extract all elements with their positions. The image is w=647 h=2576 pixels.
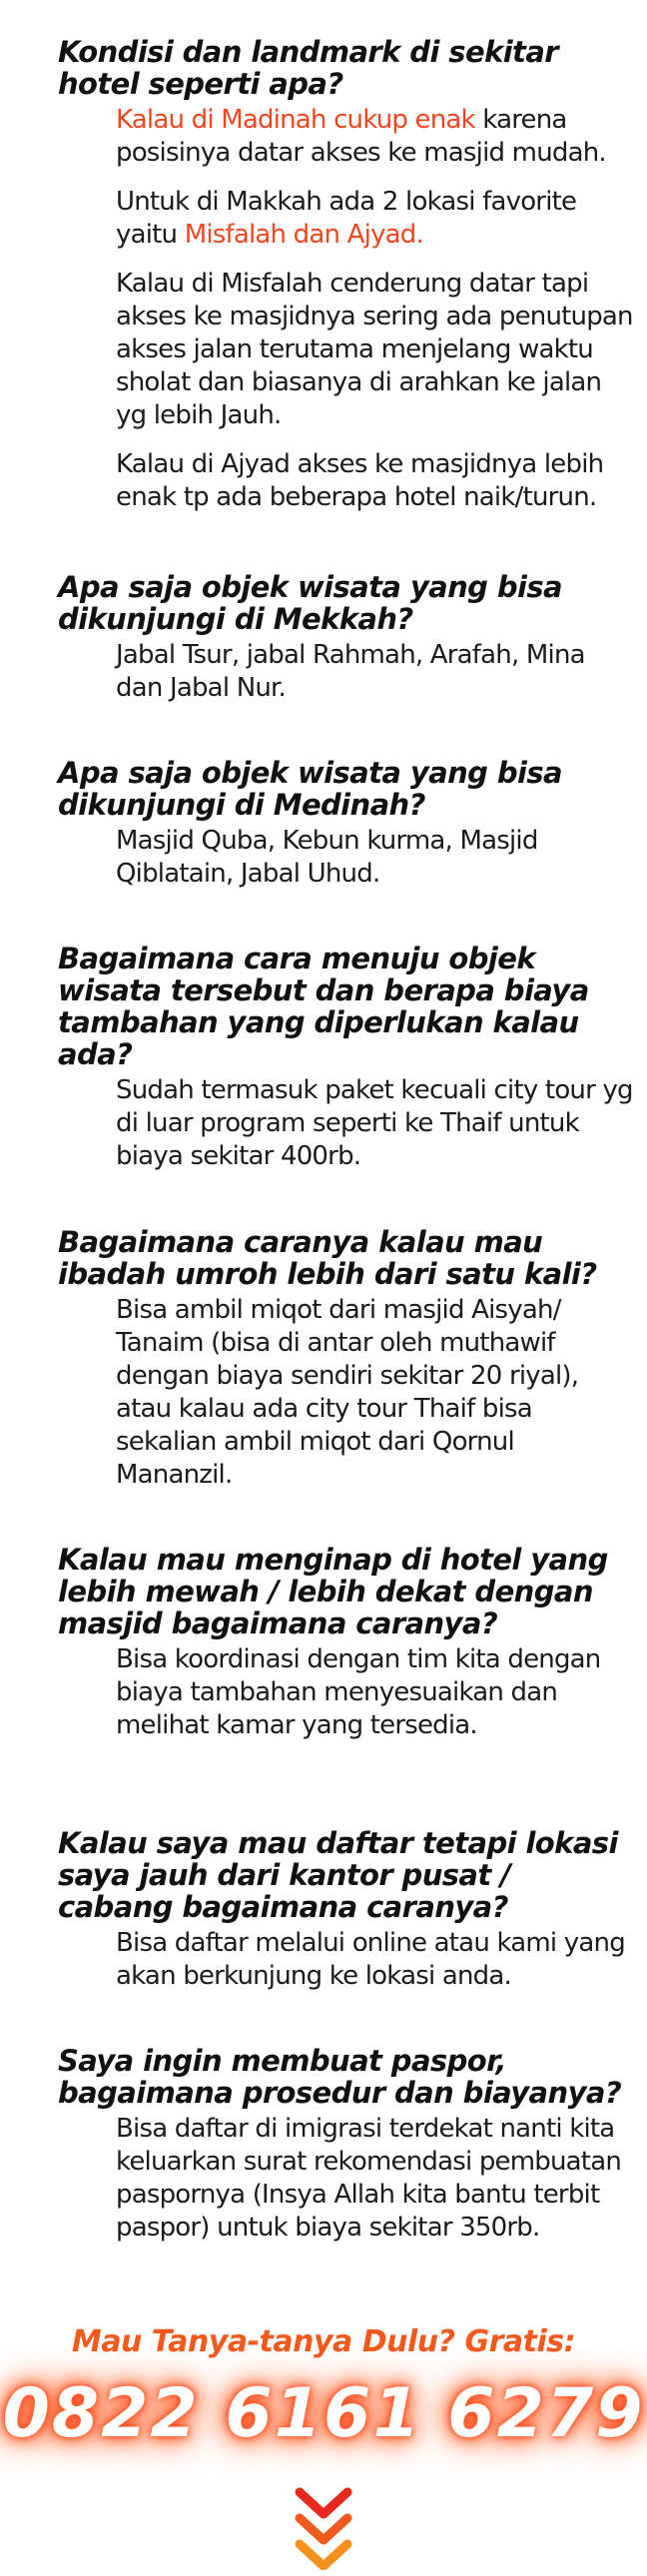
faq-answer [116,825,633,891]
answer-paragraph: Bisa ambil miqot dari masjid Aisyah/ Tanaim (bisa di antar oleh muthawif dengan biaya sendiri sekitar 20 riyal), atau kalau ada city tour Thaif bisa sekalian ambil miqot dari Qornul Mananzil. [116,1295,579,1490]
answer-highlight: Kalau di Madinah cukup enak [116,105,475,135]
answer-text: karena posisinya datar akses ke masjid mudah. [116,105,606,168]
faq-answer [116,1074,633,1173]
faq-item-mekkah-tourism [58,571,633,705]
answer-paragraph: Bisa daftar di imigrasi terdekat nanti kita keluarkan surat rekomendasi pembuatan paspornya (Insya Allah kita bantu terbit paspor) untuk biaya sekitar 350rb. [116,2114,622,2243]
answer-highlight: Misfalah dan Ajyad. [184,220,423,250]
faq-answer [116,639,633,705]
answer-paragraph: Kalau di Misfalah cenderung datar tapi akses ke masjidnya sering ada penutupan akses jalan terutama menjelang waktu sholat dan biasanya di arahkan ke jalan yg lebih Jauh. [116,269,633,430]
answer-paragraph: Bisa daftar melalui online atau kami yang akan berkunjung ke lokasi anda. [116,1928,625,1991]
faq-item-passport [58,2045,633,2245]
faq-item-medinah-tourism [58,757,633,891]
answer-paragraph [116,104,633,170]
cta-title: Mau Tanya-tanya Dulu? Gratis: [71,2324,576,2359]
answer-paragraph: Sudah termasuk paket kecuali city tour yg di luar program seperti ke Thaif untuk biaya sekitar 400rb. [116,1075,633,1171]
answer-paragraph: Masjid Quba, Kebun kurma, Masjid Qiblatain, Jabal Uhud. [116,826,538,889]
answer-paragraph [116,186,633,252]
faq-item-luxury-hotel [58,1544,633,1742]
faq-question: Bagaimana cara menuju objek wisata tersebut dan berapa biaya tambahan yang diperlukan kalau ada? [58,942,589,1071]
answer-paragraph: Jabal Tsur, jabal Rahmah, Arafah, Mina dan Jabal Nur. [116,640,585,703]
faq-question: Kalau saya mau daftar tetapi lokasi saya jauh dari kantor pusat / cabang bagaimana caranya? [58,1826,618,1924]
faq-answer [116,104,633,514]
phone-number-link[interactable]: 0822 6161 6279 [2,2374,645,2453]
faq-item-remote-registration [58,1827,633,1993]
faq-question: Apa saja objek wisata yang bisa dikunjungi di Medinah? [58,756,562,822]
answer-paragraph: Kalau di Ajyad akses ke masjidnya lebih enak tp ada beberapa hotel naik/turun. [116,449,604,512]
faq-question: Bagaimana caranya kalau mau ibadah umroh lebih dari satu kali? [58,1225,597,1291]
faq-question: Apa saja objek wisata yang bisa dikunjungi di Mekkah? [58,570,562,636]
answer-text: Untuk di Makkah ada 2 lokasi favorite yaitu [116,187,577,250]
faq-answer [116,1294,633,1492]
faq-question: Kondisi dan landmark di sekitar hotel seperti apa? [58,35,558,101]
faq-item-hotel-condition [58,36,633,514]
faq-item-tour-cost [58,943,633,1173]
faq-question: Saya ingin membuat paspor, bagaimana prosedur dan biayanya? [58,2044,622,2110]
answer-paragraph: Bisa koordinasi dengan tim kita dengan biaya tambahan menyesuaikan dan melihat kamar yang tersedia. [116,1644,601,1740]
faq-item-multiple-umroh [58,1226,633,1492]
double-chevron-down-icon [292,2482,355,2570]
faq-answer [116,1927,633,1993]
faq-answer [116,2113,633,2245]
faq-answer [116,1643,633,1742]
faq-question: Kalau mau menginap di hotel yang lebih mewah / lebih dekat dengan masjid bagaimana caranya? [58,1543,608,1640]
